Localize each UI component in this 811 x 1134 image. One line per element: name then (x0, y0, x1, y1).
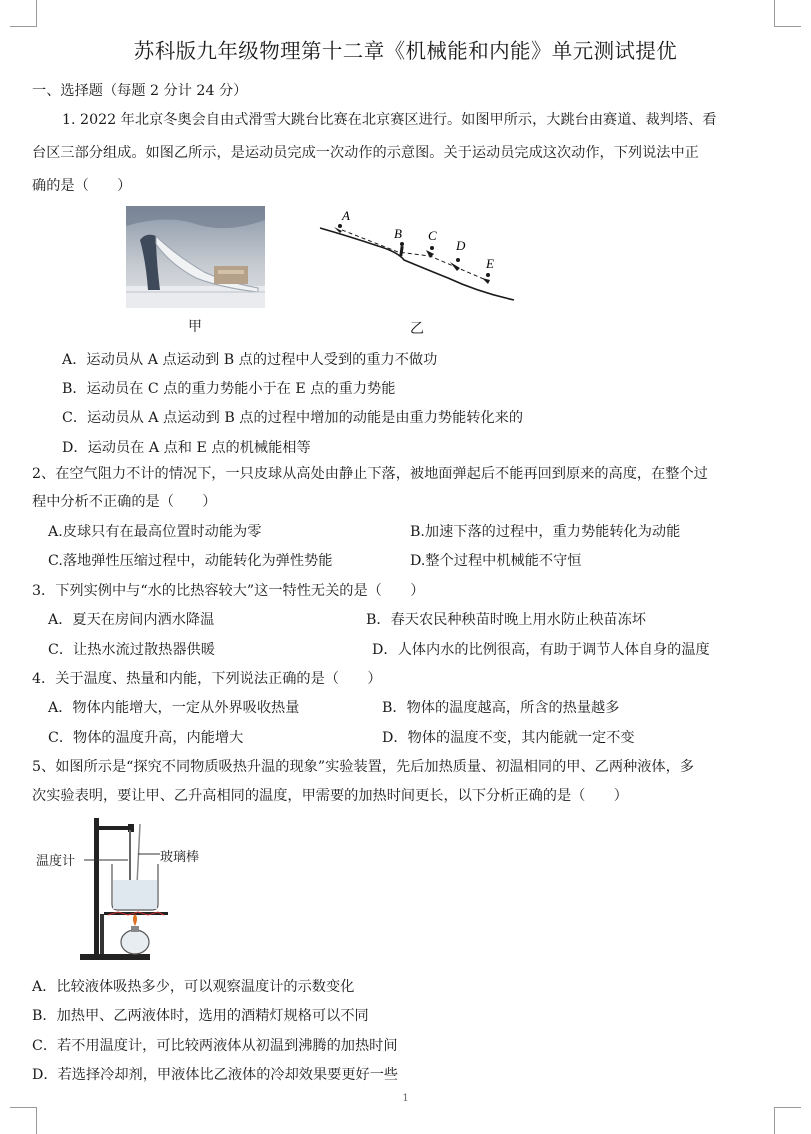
q5-option-c: C．若不用温度计，可比较两液体从初温到沸腾的加热时间 (32, 1038, 398, 1054)
q1-stem-line1: 1. 2022 年北京冬奥会自由式滑雪大跳台比赛在北京赛区进行。如图甲所示，大跳台由赛道、裁判塔、看 (62, 112, 717, 128)
q5-option-b: B．加热甲、乙两液体时，选用的酒精灯规格可以不同 (32, 1008, 369, 1024)
point-label-c: C (428, 228, 437, 243)
page-number: 1 (402, 1093, 409, 1104)
section-heading: 一、选择题（每题 2 分计 24 分） (32, 83, 248, 99)
q3-option-d: D．人体内水的比例很高，有助于调节人体自身的温度 (372, 642, 710, 658)
point-label-d: D (456, 238, 466, 253)
q5-stem-line2: 次实验表明，要让甲、乙升高相同的温度，甲需要的加热时间更长，以下分析正确的是（ ） (32, 788, 628, 804)
q2-stem-line2: 程中分析不正确的是（ ） (32, 494, 217, 510)
heating-apparatus-diagram (34, 814, 224, 964)
q1-option-d: D．运动员在 A 点和 E 点的机械能相等 (62, 440, 311, 456)
q1-option-b: B．运动员在 C 点的重力势能小于在 E 点的重力势能 (62, 381, 396, 397)
q1-option-c: C．运动员从 A 点运动到 B 点的过程中增加的动能是由重力势能转化来的 (62, 410, 524, 426)
q3-option-b: B．春天农民种秧苗时晚上用水防止秧苗冻坏 (366, 612, 646, 628)
crop-mark-bottom-right (774, 1107, 801, 1134)
q3-option-c: C．让热水流过散热器供暖 (48, 642, 215, 658)
page-title: 苏科版九年级物理第十二章《机械能和内能》单元测试提优 (133, 39, 678, 63)
q5-stem-line1: 5、如图所示是“探究不同物质吸热升温的现象”实验装置，先后加热质量、初温相同的甲、乙两种液体，多 (32, 759, 694, 775)
q1-stem-line2: 台区三部分组成。如图乙所示，是运动员完成一次动作的示意图。关于运动员完成这次动作，下列说法中正 (32, 145, 699, 161)
q2-option-c: C.落地弹性压缩过程中，动能转化为弹性势能 (48, 553, 333, 569)
q1-stem-line3: 确的是（ ） (32, 178, 132, 194)
trajectory-diagram (318, 206, 518, 306)
q4-option-d: D．物体的温度不变，其内能就一定不变 (382, 730, 635, 746)
point-label-a: A (342, 208, 350, 223)
q2-option-d: D.整个过程中机械能不守恒 (410, 553, 582, 569)
q5-option-a: A．比较液体吸热多少，可以观察温度计的示数变化 (32, 979, 355, 995)
q5-option-d: D．若选择冷却剂，甲液体比乙液体的冷却效果要更好一些 (32, 1067, 399, 1083)
q4-option-b: B．物体的温度越高，所含的热量越多 (382, 700, 620, 716)
q4-option-a: A．物体内能增大，一定从外界吸收热量 (48, 700, 300, 716)
q3-stem: 3．下列实例中与“水的比热容较大”这一特性无关的是（ ） (32, 583, 425, 599)
figure-label-jia: 甲 (188, 319, 202, 335)
q2-option-a: A.皮球只有在最高位置时动能为零 (48, 524, 262, 540)
crop-mark-top-left (10, 0, 37, 27)
label-thermometer: 温度计 (36, 854, 76, 869)
q3-option-a: A．夏天在房间内洒水降温 (48, 612, 215, 628)
q4-stem: 4．关于温度、热量和内能，下列说法正确的是（ ） (32, 671, 382, 687)
crop-mark-bottom-left (10, 1107, 37, 1134)
point-label-b: B (394, 226, 402, 241)
crop-mark-top-right (774, 0, 801, 27)
figure-label-yi: 乙 (410, 321, 424, 337)
point-label-e: E (486, 256, 494, 271)
label-glass-rod: 玻璃棒 (160, 850, 200, 865)
q2-option-b: B.加速下落的过程中，重力势能转化为动能 (410, 524, 681, 540)
q2-stem-line1: 2、在空气阻力不计的情况下，一只皮球从高处由静止下落，被地面弹起后不能再回到原来的高度，在整个过 (32, 466, 708, 482)
ski-jump-photo (126, 206, 265, 308)
q4-option-c: C．物体的温度升高，内能增大 (48, 730, 244, 746)
q1-option-a: A．运动员从 A 点运动到 B 点的过程中人受到的重力不做功 (62, 352, 438, 368)
